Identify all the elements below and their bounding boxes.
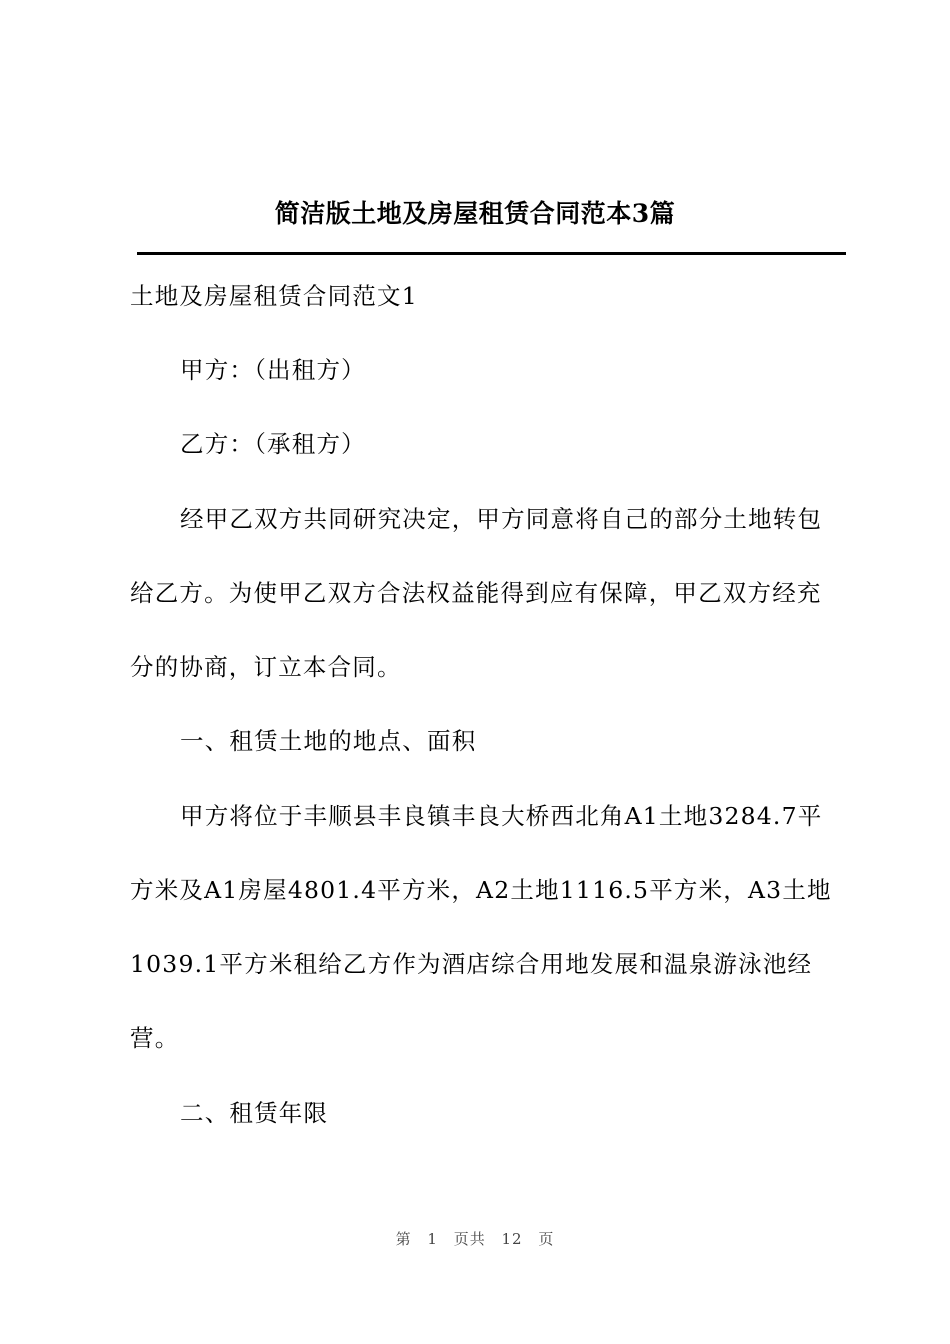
paragraph-line: 营。	[130, 1024, 180, 1052]
party-b-line: 乙方：（承租方）	[180, 430, 366, 458]
title-divider	[137, 252, 846, 255]
paragraph-line: 方米及A1房屋4801.4平方米，A2土地1116.5平方米，A3土地	[130, 876, 832, 904]
party-a-line: 甲方：（出租方）	[180, 356, 366, 384]
clause-heading: 二、租赁年限	[180, 1099, 329, 1127]
paragraph-line: 甲方将位于丰顺县丰良镇丰良大桥西北角A1土地3284.7平	[180, 802, 823, 830]
section-title: 土地及房屋租赁合同范文1	[130, 282, 418, 310]
paragraph-line: 1039.1平方米租给乙方作为酒店综合用地发展和温泉游泳池经	[130, 950, 813, 978]
paragraph-line: 分的协商，订立本合同。	[130, 653, 402, 681]
paragraph-line: 经甲乙双方共同研究决定，甲方同意将自己的部分土地转包	[180, 505, 823, 533]
clause-heading: 一、租赁土地的地点、面积	[180, 727, 477, 755]
paragraph-line: 给乙方。为使甲乙双方合法权益能得到应有保障，甲乙双方经充	[130, 579, 822, 607]
page-number: 第 1 页共 12 页	[395, 1230, 555, 1248]
document-title: 简洁版土地及房屋租赁合同范本3篇	[274, 199, 676, 228]
